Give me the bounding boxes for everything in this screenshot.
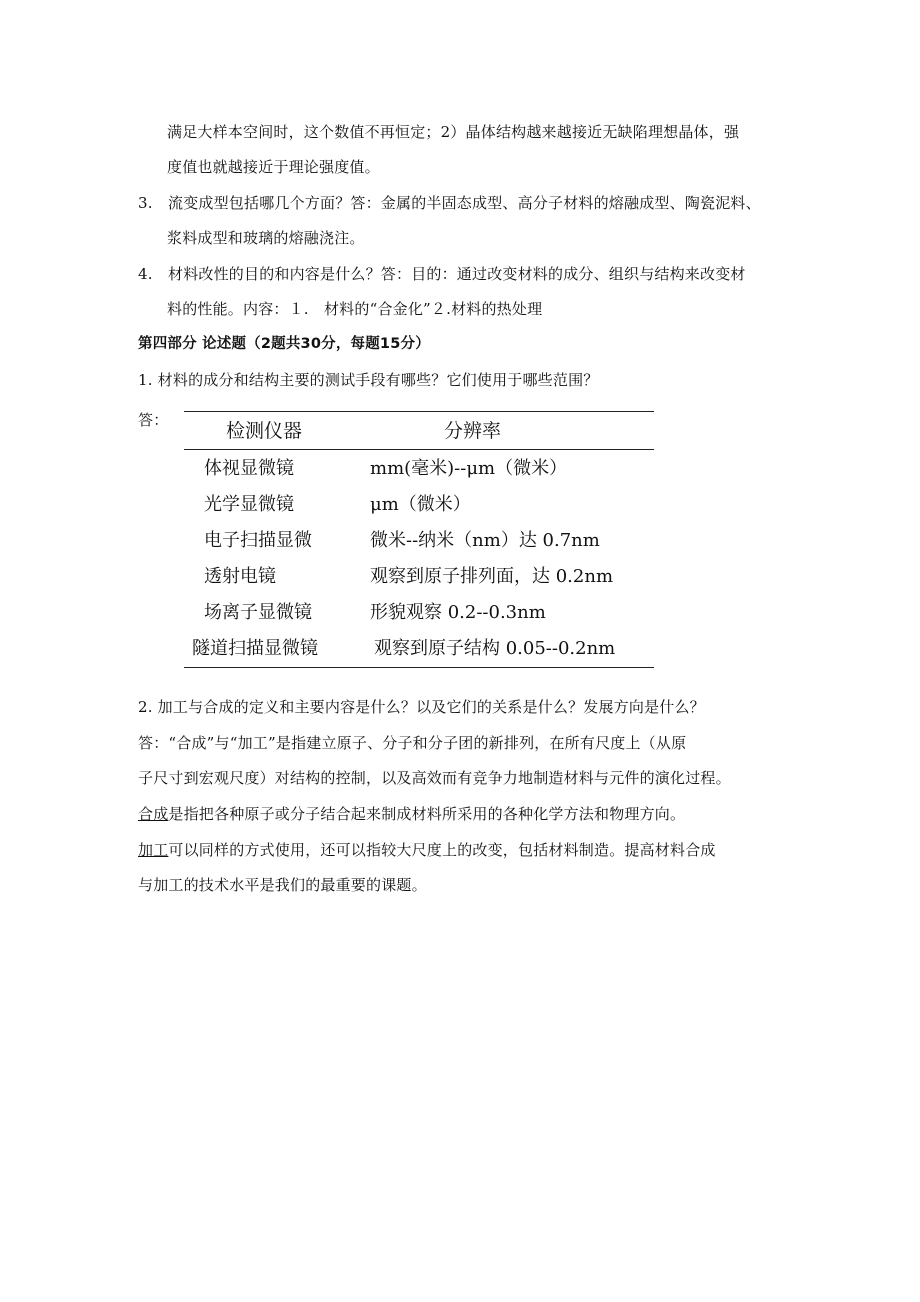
table-top-rule bbox=[184, 411, 654, 412]
question-text: 流变成型包括哪几个方面？答：金属的半固态成型、高分子材料的熔融成型、陶瓷泥料、 bbox=[168, 194, 761, 212]
table-cell-instrument: 光学显微镜 bbox=[204, 494, 294, 515]
table-cell-resolution: 微米--纳米（nm）达 0.7nm bbox=[370, 530, 600, 551]
table-cell-instrument: 体视显微镜 bbox=[204, 458, 294, 479]
table-header-rule bbox=[184, 449, 654, 450]
table-cell-resolution: 观察到原子排列面，达 0.2nm bbox=[370, 566, 614, 587]
table-header-resolution: 分辨率 bbox=[444, 420, 502, 442]
instrument-table bbox=[184, 411, 654, 669]
table-bottom-rule bbox=[184, 667, 654, 668]
text-line: 度值也就越接近于理论强度值。 bbox=[167, 158, 380, 176]
text-line: 满足大样本空间时，这个数值不再恒定；2）晶体结构越来越接近无缺陷理想晶体，强 bbox=[167, 123, 740, 141]
table-cell-instrument: 电子扫描显微 bbox=[204, 530, 312, 551]
table-cell-resolution: 观察到原子结构 0.05--0.2nm bbox=[374, 638, 616, 659]
essay-question-2: 2. 加工与合成的定义和主要内容是什么？以及它们的关系是什么？发展方向是什么？ bbox=[138, 698, 705, 716]
question-text: 材料改性的目的和内容是什么？答：目的：通过改变材料的成分、组织与结构来改变材 bbox=[168, 265, 746, 283]
answer-line: 答：“合成”与“加工”是指建立原子、分子和分子团的新排列，在所有尺度上（从原 bbox=[138, 734, 687, 752]
answer-line: 子尺寸到宏观尺度）对结构的控制，以及高效而有竞争力地制造材料与元件的演化过程。 bbox=[138, 769, 731, 787]
table-cell-instrument: 隧道扫描显微镜 bbox=[192, 638, 318, 659]
table-header-instrument: 检测仪器 bbox=[226, 420, 303, 442]
term-synthesis: 合成 bbox=[138, 805, 169, 823]
text-line: 浆料成型和玻璃的熔融浇注。 bbox=[167, 229, 365, 247]
answer-label: 答： bbox=[138, 411, 169, 429]
table-cell-instrument: 场离子显微镜 bbox=[204, 602, 312, 623]
answer-line bbox=[138, 804, 685, 824]
table-cell-instrument: 透射电镜 bbox=[204, 566, 276, 587]
table-cell-resolution: μm（微米） bbox=[370, 494, 471, 515]
table-cell-resolution: mm(毫米)--μm（微米） bbox=[370, 458, 568, 479]
answer-text: 是指把各种原子或分子结合起来制成材料所采用的各种化学方法和物理方向。 bbox=[168, 805, 686, 823]
question-number: 4. bbox=[138, 265, 153, 283]
table-cell-resolution: 形貌观察 0.2--0.3nm bbox=[370, 602, 546, 623]
text-line: 料的性能。内容：１. 材料的“合金化”２.材料的热处理 bbox=[167, 300, 543, 318]
question-number: 3. bbox=[138, 194, 153, 212]
essay-question-1: 1. 材料的成分和结构主要的测试手段有哪些？它们使用于哪些范围？ bbox=[138, 371, 599, 389]
answer-line bbox=[138, 840, 716, 860]
question-3 bbox=[138, 193, 761, 213]
section-heading: 第四部分 论述题（2题共30分，每题15分） bbox=[138, 336, 430, 352]
answer-text: 可以同样的方式使用，还可以指较大尺度上的改变，包括材料制造。提高材料合成 bbox=[168, 841, 716, 859]
question-4 bbox=[138, 264, 746, 284]
term-processing: 加工 bbox=[138, 841, 169, 859]
answer-line: 与加工的技术水平是我们的最重要的课题。 bbox=[138, 876, 427, 894]
